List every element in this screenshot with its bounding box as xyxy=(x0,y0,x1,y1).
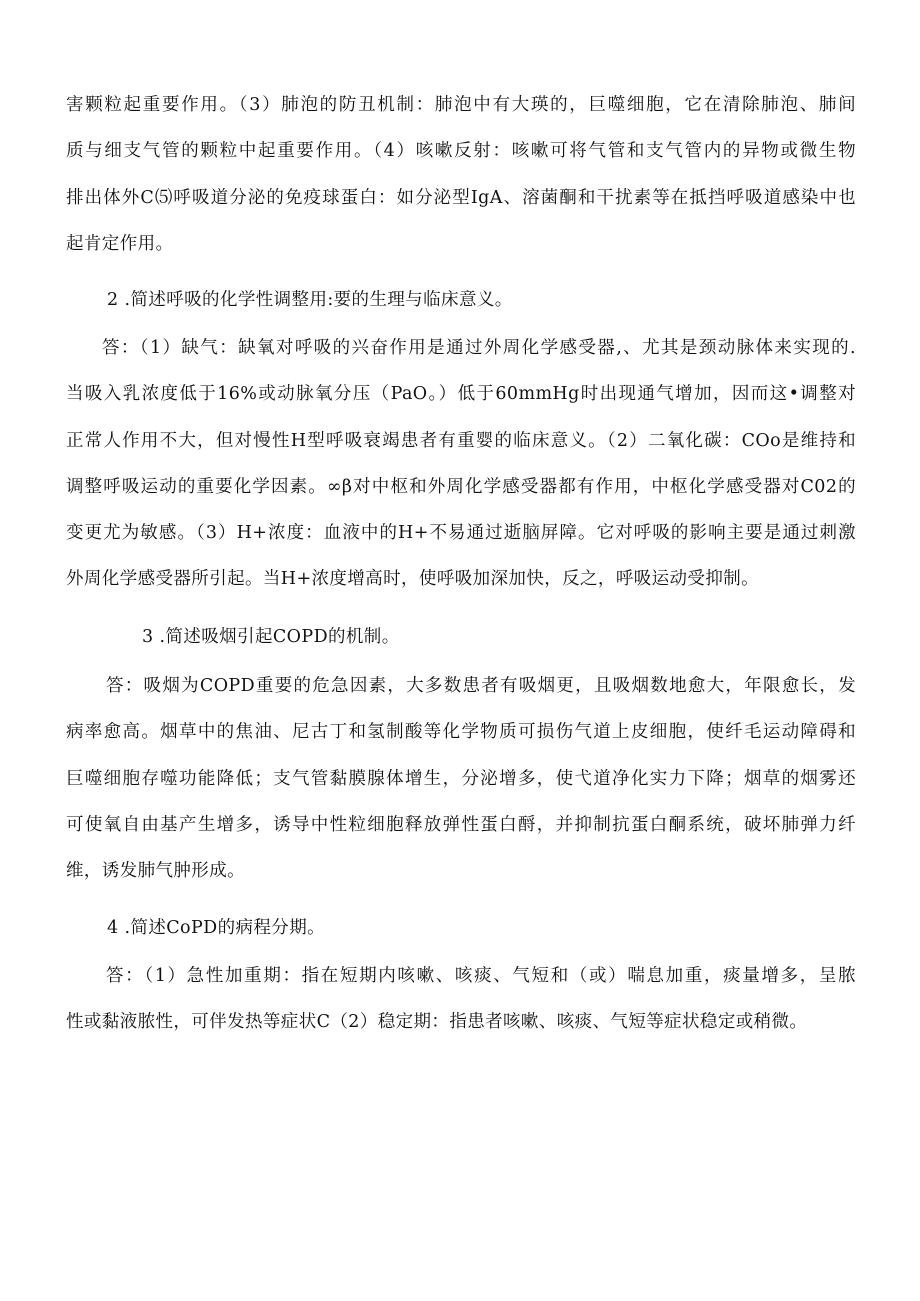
text-line: 可使氧自由基产生增多，诱导中性粒细胞释放弹性蛋白酹，并抑制抗蛋白酮系统，破坏肺弹力纤 xyxy=(66,814,856,835)
text-line: 正常人作用不大，但对慢性H型呼吸衰竭患者有重婴的临床意义。（2）二氧化碳：COo是维持和 xyxy=(66,430,856,451)
text-line: 外周化学感受器所引起。当H+浓度增高时，使呼吸加深加快，反之，呼吸运动受抑制。 xyxy=(66,569,760,590)
text-line: 当吸入乳浓度低于16%或动脉氧分压（PaO。）低于60mmHg时出现通气增加，因而这•调整对 xyxy=(66,384,856,405)
text-line: 起肯定作用。 xyxy=(66,233,174,254)
answer-3 xyxy=(66,663,856,894)
text-line: 性或黏液脓性，可伴发热等症状C（2）稳定期：指患者咳嗽、咳痰、气短等症状稳定或稍微。 xyxy=(66,1012,808,1033)
text-line: 质与细支气管的颗粒中起重要作用。（4）咳嗽反射：咳嗽可将气管和支气管内的异物或微生物 xyxy=(66,141,856,162)
text-line: 病率愈高。烟草中的焦油、尼古丁和氢制酸等化学物质可损伤气道上皮细胞，使纤毛运动障碍和 xyxy=(66,722,856,743)
answer-2 xyxy=(66,325,856,603)
paragraph-continuation xyxy=(66,82,856,267)
question-4-title: 4 .简述CoPD的病程分期。 xyxy=(107,918,325,938)
question-3-title: 3 .简述吸烟引起COPD的机制。 xyxy=(142,627,400,647)
text-line: 答：（1）急性加重期：指在短期内咳嗽、咳痰、气短和（或）喘息加重，痰量增多，呈脓 xyxy=(106,966,856,986)
question-2-title: 2 .简述呼吸的化学性调整用:要的生理与临床意义。 xyxy=(107,290,513,310)
text-line: 维，诱发肺气肿形成。 xyxy=(66,861,245,882)
text-line: 害颗粒起重要作用。（3）肺泡的防丑机制：肺泡中有大瑛的，巨噬细胞，它在清除肺泡、肺间 xyxy=(66,95,856,115)
text-line: 变更尤为敏感。（3）H+浓度：血液中的H+不易通过逝脑屏障。它对呼吸的影响主要是通过刺激 xyxy=(66,523,856,544)
answer-4 xyxy=(66,953,856,1046)
text-line: 巨噬细胞存噬功能降低；支气管黏膜腺体增生，分泌增多，使弋道净化实力下降；烟草的烟雾还 xyxy=(66,768,856,789)
text-line: 调整呼吸运动的重要化学因素。∞β对中枢和外周化学感受器都有作用，中枢化学感受器对C02的 xyxy=(66,476,856,497)
text-line: 答：吸烟为COPD重要的危急因素，大多数患者有吸烟更，且吸烟数地愈大，年限愈长，发 xyxy=(106,676,856,696)
text-line: 答：（1）缺气：缺氧对呼吸的兴奋作用是通过外周化学感受器,、尤其是颈动脉体来实现的. xyxy=(102,338,856,358)
text-line: 排出体外C⑸呼吸道分泌的免疫球蛋白：如分泌型IgA、溶菌酮和干扰素等在抵挡呼吸道感染中也 xyxy=(66,187,856,208)
